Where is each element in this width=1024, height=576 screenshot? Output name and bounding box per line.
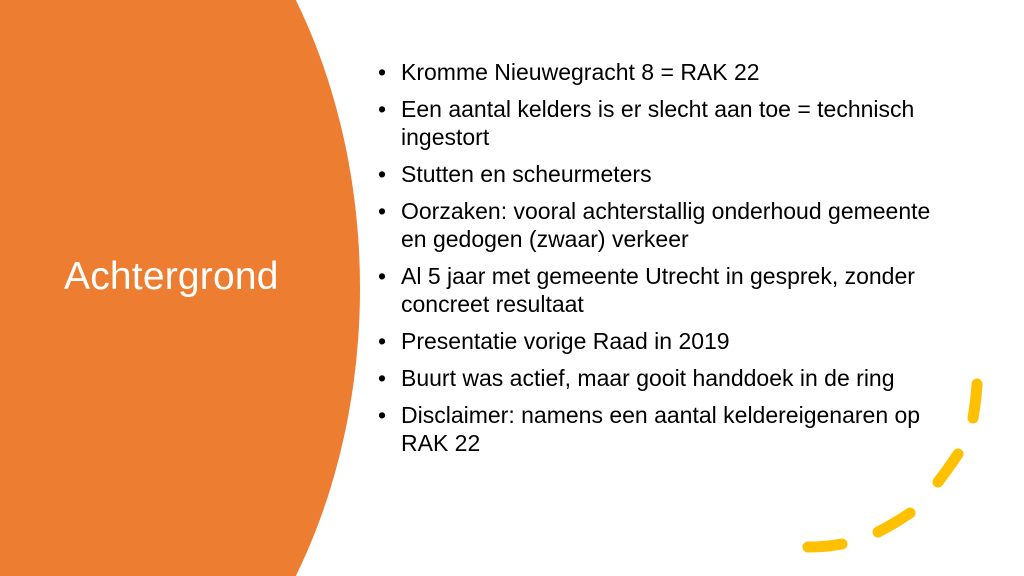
bullet-item: [378, 327, 958, 355]
dash-segment: [938, 454, 958, 482]
bullet-text: Disclaimer: namens een aantal keldereigenaren op RAK 22: [401, 402, 921, 456]
dash-segment: [808, 544, 842, 547]
bullet-dot: •: [378, 198, 387, 224]
bullet-text: Presentatie vorige Raad in 2019: [401, 328, 730, 354]
bullet-dot: •: [378, 328, 387, 354]
bullet-dot: •: [378, 365, 387, 391]
decorative-dashed-arc: [790, 370, 990, 560]
bullet-dot: •: [378, 263, 387, 289]
bullet-text: Stutten en scheurmeters: [401, 161, 652, 187]
bullet-item: [378, 197, 958, 253]
bullet-text: Al 5 jaar met gemeente Utrecht in gesprek, zonder concreet resultaat: [401, 263, 915, 317]
bullet-item: [378, 160, 958, 188]
bullet-dot: •: [378, 96, 387, 122]
bullet-item: [378, 95, 958, 151]
bullet-dot: •: [378, 161, 387, 187]
bullet-dot: •: [378, 59, 387, 85]
bullet-text: Een aantal kelders is er slecht aan toe = technisch ingestort: [401, 96, 915, 150]
dash-segment: [973, 384, 977, 418]
bullet-item: [378, 262, 958, 318]
bullet-text: Buurt was actief, maar gooit handdoek in de ring: [401, 365, 895, 391]
slide-title: Achtergrond: [64, 255, 279, 298]
dash-segment: [878, 513, 910, 532]
bullet-text: Kromme Nieuwegracht 8 = RAK 22: [401, 59, 760, 85]
bullet-text: Oorzaken: vooral achterstallig onderhoud gemeente en gedogen (zwaar) verkeer: [401, 198, 931, 252]
bullet-dot: •: [378, 402, 387, 428]
bullet-item: [378, 58, 958, 86]
